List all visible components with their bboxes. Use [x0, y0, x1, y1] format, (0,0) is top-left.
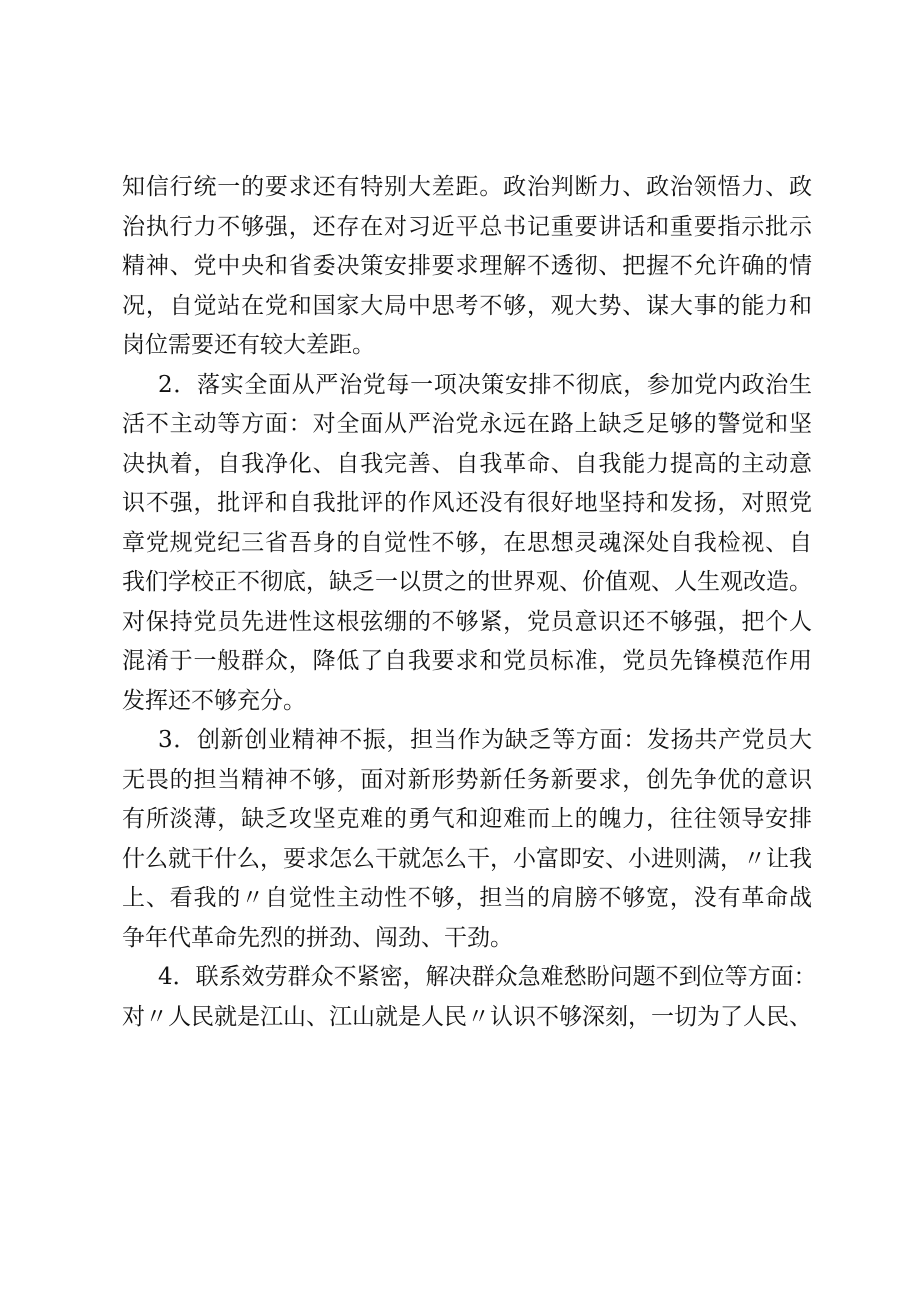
text-line: 无畏的担当精神不够，面对新形势新任务新要求，创先争优的意识 [122, 766, 812, 793]
text-line: 精神、党中央和省委决策安排要求理解不透彻、把握不允许确的情 [122, 253, 812, 279]
text-line: 知信行统一的要求还有特别大差距。政治判断力、政治领悟力、政 [122, 174, 812, 200]
body-text [122, 168, 817, 1037]
text-line: 混淆于一般群众，降低了自我要求和党员标准，党员先锋模范作用 [122, 648, 812, 674]
text-line: 有所淡薄，缺乏攻坚克难的勇气和迎难而上的魄力，往往领导安排 [122, 806, 812, 832]
text-line: 治执行力不够强，还存在对习近平总书记重要讲话和重要指示批示 [122, 213, 812, 240]
text-line: 我们学校正不彻底，缺乏一以贯之的世界观、价值观、人生观改造。 [122, 569, 812, 595]
text-line: 4．联系效劳群众不紧密，解决群众急难愁盼问题不到位等方面： [158, 964, 817, 990]
text-line: 决执着，自我净化、自我完善、自我革命、自我能力提高的主动意 [122, 450, 812, 477]
text-line: 什么就干什么，要求怎么干就怎么干，小富即安、小进则满，〃让我 [122, 845, 812, 872]
text-line: 上、看我的〃自觉性主动性不够，担当的肩膀不够宽，没有革命战 [122, 885, 812, 911]
text-line: 2．落实全面从严治党每一项决策安排不彻底，参加党内政治生 [158, 371, 812, 398]
text-line: 活不主动等方面：对全面从严治党永远在路上缺乏足够的警觉和坚 [122, 411, 812, 437]
text-line: 识不强，批评和自我批评的作风还没有很好地坚持和发扬，对照党 [122, 490, 812, 516]
text-line: 3．创新创业精神不振，担当作为缺乏等方面：发扬共产党员大 [158, 727, 812, 753]
text-line: 争年代革命先烈的拼劲、闯劲、干劲。 [122, 924, 513, 951]
text-line: 发挥还不够充分。 [122, 687, 306, 714]
text-line: 况，自觉站在党和国家大局中思考不够，观大势、谋大事的能力和 [122, 292, 812, 319]
text-line: 岗位需要还有较大差距。 [122, 332, 375, 358]
text-line: 对〃人民就是江山、江山就是人民〃认识不够深刻，一切为了人民、 [122, 1003, 812, 1030]
text-line: 对保持党员先进性这根弦绷的不够紧，党员意识还不够强，把个人 [122, 608, 812, 635]
text-line: 章党规党纪三省吾身的自觉性不够，在思想灵魂深处自我检视、自 [122, 529, 812, 556]
